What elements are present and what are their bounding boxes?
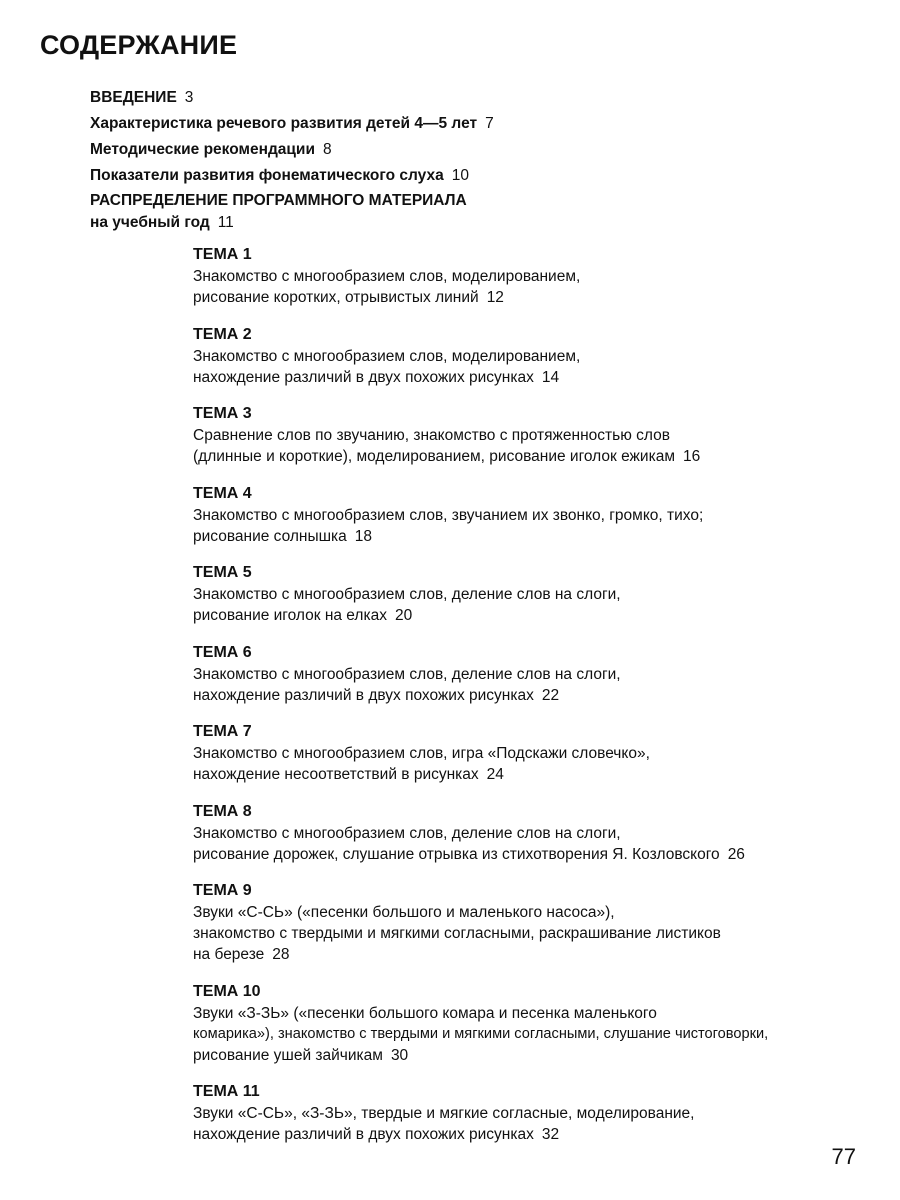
theme-page: 28 bbox=[272, 946, 290, 963]
theme-line: знакомство с твердыми и мягкими согласными, раскрашивание листиков bbox=[193, 925, 721, 942]
toc-entry-page: 7 bbox=[485, 115, 494, 132]
theme-line: Знакомство с многообразием слов, звучанием их звонко, громко, тихо; bbox=[193, 506, 704, 524]
theme-page: 26 bbox=[727, 845, 745, 863]
theme-heading: ТЕМА 8 bbox=[193, 802, 252, 820]
toc-entry-introduction[interactable] bbox=[90, 86, 870, 110]
theme-page: 18 bbox=[354, 527, 373, 545]
page-title: СОДЕРЖАНИЕ bbox=[40, 30, 238, 60]
theme-line: Звуки «З-ЗЬ» («песенки большого комара и песенка маленького bbox=[193, 1004, 657, 1022]
theme-line: рисование дорожек, слушание отрывка из стихотворения Я. Козловского bbox=[193, 845, 720, 863]
theme-entry-3[interactable] bbox=[193, 403, 873, 467]
theme-line: нахождение различий в двух похожих рисунках bbox=[193, 686, 534, 704]
theme-line-last bbox=[193, 526, 873, 547]
theme-description bbox=[193, 346, 873, 388]
toc-entry-program-distribution[interactable] bbox=[90, 190, 870, 234]
theme-page: 12 bbox=[486, 289, 504, 306]
theme-entry-7[interactable] bbox=[193, 721, 873, 785]
theme-line-last bbox=[193, 685, 873, 706]
theme-heading: ТЕМА 9 bbox=[193, 882, 252, 899]
toc-entry-label: ВВЕДЕНИЕ bbox=[90, 89, 177, 106]
theme-heading: ТЕМА 11 bbox=[193, 1083, 260, 1100]
theme-line: Знакомство с многообразием слов, деление слов на слоги, bbox=[193, 665, 621, 683]
toc-entry-page: 8 bbox=[323, 141, 332, 158]
toc-entry-methodical-recommendations[interactable] bbox=[90, 138, 870, 162]
theme-line: нахождение несоответствий в рисунках bbox=[193, 766, 479, 783]
theme-entry-8[interactable] bbox=[193, 801, 873, 865]
theme-line: Знакомство с многообразием слов, моделированием, bbox=[193, 268, 581, 285]
toc-entry-label-line1: РАСПРЕДЕЛЕНИЕ ПРОГРАММНОГО МАТЕРИАЛА bbox=[90, 192, 467, 209]
theme-line: рисование солнышка bbox=[193, 527, 347, 545]
theme-entry-9[interactable] bbox=[193, 880, 873, 965]
theme-entry-2[interactable] bbox=[193, 324, 873, 388]
theme-line-last bbox=[193, 1045, 873, 1066]
theme-list bbox=[193, 244, 873, 1161]
toc-entry-label: Характеристика речевого развития детей 4—5 лет bbox=[90, 115, 478, 132]
theme-description bbox=[193, 902, 873, 965]
theme-line: рисование иголок на елках bbox=[193, 607, 387, 624]
theme-line: Знакомство с многообразием слов, деление слов на слоги, bbox=[193, 586, 621, 603]
theme-line-last bbox=[193, 367, 873, 388]
theme-entry-10[interactable] bbox=[193, 981, 873, 1066]
theme-line: нахождение различий в двух похожих рисунках bbox=[193, 368, 534, 386]
theme-description bbox=[193, 664, 873, 706]
theme-page: 20 bbox=[394, 607, 413, 624]
toc-entry-page: 11 bbox=[217, 214, 234, 231]
theme-line: рисование коротких, отрывистых линий bbox=[193, 289, 479, 306]
theme-page: 30 bbox=[390, 1046, 409, 1064]
theme-entry-11[interactable] bbox=[193, 1081, 873, 1145]
theme-line: Знакомство с многообразием слов, моделированием, bbox=[193, 347, 581, 365]
front-matter bbox=[90, 86, 870, 234]
theme-entry-1[interactable] bbox=[193, 244, 873, 308]
theme-line: Сравнение слов по звучанию, знакомство с протяженностью слов bbox=[193, 427, 670, 444]
theme-page: 32 bbox=[541, 1126, 560, 1143]
theme-line: нахождение различий в двух похожих рисунках bbox=[193, 1126, 534, 1143]
theme-page: 14 bbox=[541, 368, 560, 386]
theme-entry-6[interactable] bbox=[193, 642, 873, 706]
theme-line: (длинные и короткие), моделированием, рисование иголок ежикам bbox=[193, 448, 675, 465]
theme-heading: ТЕМА 4 bbox=[193, 484, 252, 502]
theme-entry-5[interactable] bbox=[193, 562, 873, 626]
theme-line-last bbox=[193, 605, 873, 626]
theme-heading: ТЕМА 5 bbox=[193, 564, 252, 581]
theme-heading: ТЕМА 3 bbox=[193, 405, 252, 422]
toc-entry-page: 10 bbox=[451, 167, 469, 184]
page-number: 77 bbox=[831, 1144, 856, 1169]
theme-page: 24 bbox=[486, 766, 504, 783]
theme-line: Звуки «С-СЬ» («песенки большого и маленького насоса»), bbox=[193, 904, 615, 921]
theme-heading: ТЕМА 2 bbox=[193, 325, 252, 343]
theme-heading: ТЕМА 1 bbox=[193, 246, 252, 263]
theme-line: Знакомство с многообразием слов, игра «Подскажи словечко», bbox=[193, 745, 650, 762]
theme-line: на березе bbox=[193, 946, 265, 963]
theme-line: Знакомство с многообразием слов, деление слов на слоги, bbox=[193, 824, 621, 842]
theme-line: рисование ушей зайчикам bbox=[193, 1046, 383, 1064]
theme-description bbox=[193, 1103, 873, 1145]
theme-entry-4[interactable] bbox=[193, 483, 873, 547]
theme-heading: ТЕМА 10 bbox=[193, 982, 261, 1000]
theme-line-last bbox=[193, 287, 873, 308]
theme-line-last bbox=[193, 764, 873, 785]
theme-description bbox=[193, 584, 873, 626]
theme-description bbox=[193, 743, 873, 785]
theme-line-last bbox=[193, 944, 873, 965]
theme-line-last bbox=[193, 844, 873, 865]
theme-line-last bbox=[193, 1124, 873, 1145]
toc-entry-label: Методические рекомендации bbox=[90, 141, 315, 158]
theme-heading: ТЕМА 7 bbox=[193, 723, 252, 740]
theme-page: 22 bbox=[541, 686, 560, 704]
theme-page: 16 bbox=[682, 448, 701, 465]
theme-description bbox=[193, 1003, 873, 1066]
theme-description bbox=[193, 425, 873, 467]
theme-heading: ТЕМА 6 bbox=[193, 643, 252, 661]
toc-entry-phonemic-hearing[interactable] bbox=[90, 164, 870, 188]
toc-entry-speech-characteristics[interactable] bbox=[90, 112, 870, 136]
theme-description bbox=[193, 266, 873, 308]
toc-entry-page: 3 bbox=[184, 89, 194, 106]
theme-description bbox=[193, 505, 873, 547]
toc-entry-label-line2: на учебный год bbox=[90, 214, 210, 231]
theme-line: комарика»), знакомство с твердыми и мягкими согласными, слушание чистоговорки, bbox=[193, 1025, 769, 1042]
theme-description bbox=[193, 823, 873, 865]
theme-line-last bbox=[193, 446, 873, 467]
toc-entry-label: Показатели развития фонематического слуха bbox=[90, 167, 444, 184]
theme-line: Звуки «С-СЬ», «З-ЗЬ», твердые и мягкие согласные, моделирование, bbox=[193, 1105, 695, 1122]
